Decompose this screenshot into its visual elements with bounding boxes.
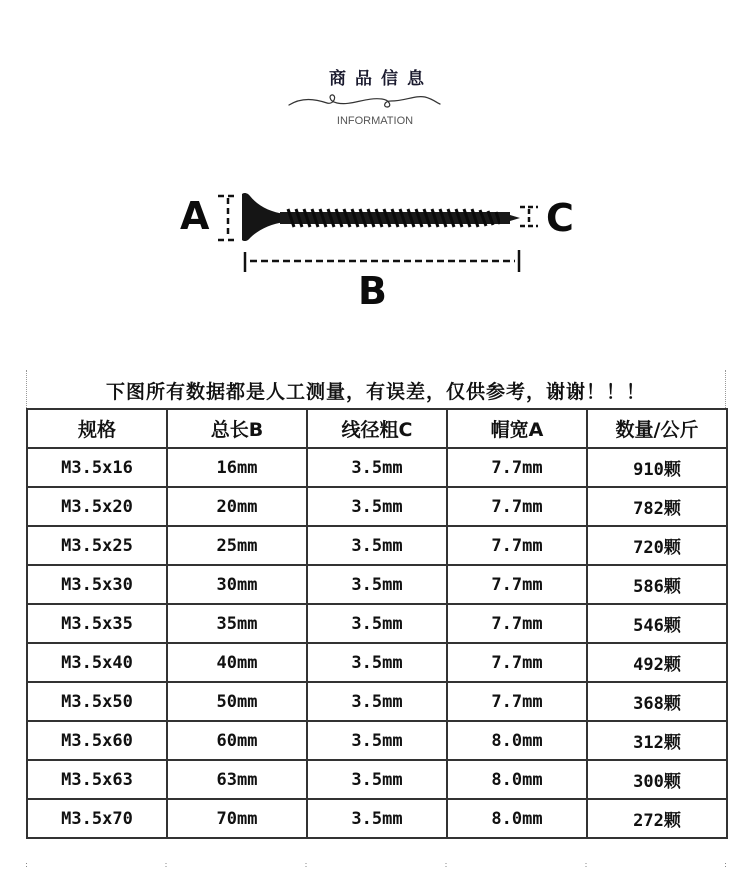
header-spec: 规格 (27, 409, 167, 448)
table-row (27, 448, 727, 487)
cell-diameter: 3.5mm (307, 487, 447, 526)
table-bottom-ticks (26, 863, 726, 869)
cell-qty: 312颗 (587, 721, 727, 760)
label-b: B (358, 269, 387, 313)
cell-spec: M3.5x30 (27, 565, 167, 604)
cell-length: 25mm (167, 526, 307, 565)
cell-length: 35mm (167, 604, 307, 643)
table-row (27, 604, 727, 643)
wave-ornament-icon (287, 91, 442, 113)
dimension-a-bracket-icon (218, 196, 238, 240)
cell-spec: M3.5x50 (27, 682, 167, 721)
cell-qty: 272颗 (587, 799, 727, 838)
cell-qty: 492颗 (587, 643, 727, 682)
cell-head-width: 7.7mm (447, 643, 587, 682)
table-header-row (27, 409, 727, 448)
section-subtitle: INFORMATION (336, 115, 414, 127)
table-caption: 下图所有数据都是人工测量，有误差，仅供参考，谢谢！！！ (105, 381, 646, 403)
cell-head-width: 7.7mm (447, 448, 587, 487)
cell-qty: 300颗 (587, 760, 727, 799)
table-row (27, 487, 727, 526)
cell-head-width: 7.7mm (447, 487, 587, 526)
table-row (27, 526, 727, 565)
header-length: 总长B (167, 409, 307, 448)
cell-diameter: 3.5mm (307, 604, 447, 643)
cell-length: 50mm (167, 682, 307, 721)
table-row (27, 682, 727, 721)
header-qty-per-kg: 数量/公斤 (587, 409, 727, 448)
cell-head-width: 7.7mm (447, 682, 587, 721)
cell-length: 63mm (167, 760, 307, 799)
cell-head-width: 8.0mm (447, 721, 587, 760)
label-c: C (546, 196, 574, 240)
cell-diameter: 3.5mm (307, 526, 447, 565)
cell-diameter: 3.5mm (307, 760, 447, 799)
cell-qty: 586颗 (587, 565, 727, 604)
table-row (27, 721, 727, 760)
section-title: 商品信息 (329, 69, 433, 89)
cell-diameter: 3.5mm (307, 721, 447, 760)
cell-spec: M3.5x20 (27, 487, 167, 526)
cell-head-width: 7.7mm (447, 526, 587, 565)
spec-table (26, 408, 728, 839)
cell-head-width: 7.7mm (447, 604, 587, 643)
dimension-c-bracket-icon (520, 207, 538, 226)
cell-spec: M3.5x16 (27, 448, 167, 487)
table-row (27, 760, 727, 799)
cell-diameter: 3.5mm (307, 643, 447, 682)
cell-qty: 546颗 (587, 604, 727, 643)
cell-qty: 782颗 (587, 487, 727, 526)
label-a: A (180, 194, 210, 238)
header-head-width: 帽宽A (447, 409, 587, 448)
cell-head-width: 7.7mm (447, 565, 587, 604)
table-row (27, 799, 727, 838)
table-row (27, 643, 727, 682)
cell-diameter: 3.5mm (307, 799, 447, 838)
cell-length: 40mm (167, 643, 307, 682)
table-row (27, 565, 727, 604)
cell-spec: M3.5x25 (27, 526, 167, 565)
cell-diameter: 3.5mm (307, 565, 447, 604)
cell-length: 16mm (167, 448, 307, 487)
cell-diameter: 3.5mm (307, 682, 447, 721)
screw-icon (242, 193, 520, 241)
cell-spec: M3.5x63 (27, 760, 167, 799)
cell-spec: M3.5x70 (27, 799, 167, 838)
cell-qty: 368颗 (587, 682, 727, 721)
cell-length: 20mm (167, 487, 307, 526)
cell-qty: 720颗 (587, 526, 727, 565)
cell-qty: 910颗 (587, 448, 727, 487)
cell-length: 30mm (167, 565, 307, 604)
header-diameter: 线径粗C (307, 409, 447, 448)
cell-spec: M3.5x40 (27, 643, 167, 682)
cell-head-width: 8.0mm (447, 760, 587, 799)
cell-length: 60mm (167, 721, 307, 760)
cell-head-width: 8.0mm (447, 799, 587, 838)
cell-spec: M3.5x35 (27, 604, 167, 643)
cell-diameter: 3.5mm (307, 448, 447, 487)
cell-spec: M3.5x60 (27, 721, 167, 760)
cell-length: 70mm (167, 799, 307, 838)
